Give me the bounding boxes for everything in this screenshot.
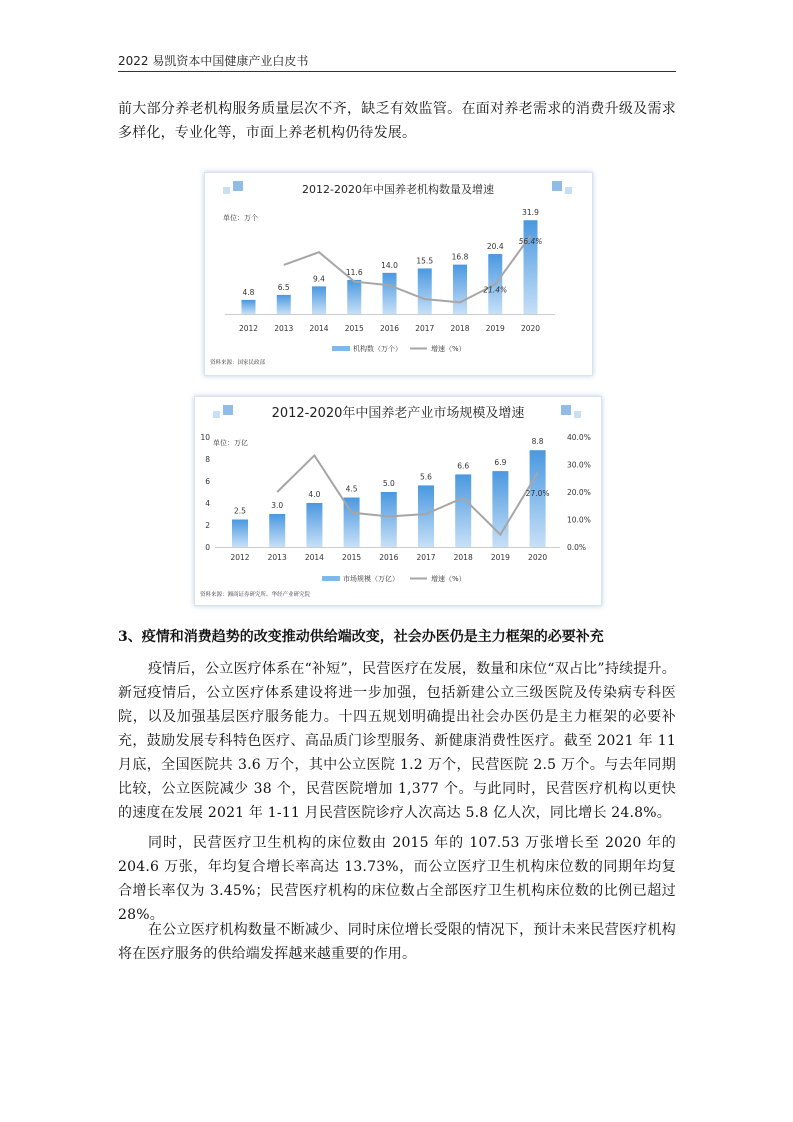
bar-value-label: 4.0 — [308, 490, 321, 499]
bar-value-label: 11.6 — [345, 267, 363, 277]
corner-decoration-icon — [574, 411, 581, 418]
corner-decoration-icon — [223, 405, 233, 415]
x-tick-label: 2013 — [267, 553, 287, 562]
bar-value-label: 4.5 — [345, 484, 358, 494]
x-tick-label: 2018 — [453, 553, 473, 562]
bar-value-label: 4.8 — [242, 287, 255, 297]
corner-decoration-icon — [561, 405, 571, 415]
header-rule — [118, 71, 676, 72]
bar-value-label: 3.0 — [271, 501, 284, 510]
corner-decoration-icon — [233, 181, 243, 191]
x-tick-label: 2014 — [309, 324, 329, 333]
chart-source: 资料来源：湘商证券研究所、华经产业研究院 — [200, 592, 311, 598]
bar — [455, 474, 471, 547]
corner-decoration-icon — [565, 187, 572, 194]
y-right-tick-label: 10.0% — [567, 515, 591, 525]
bar — [232, 520, 248, 548]
growth-value-label: 27.0% — [525, 488, 550, 498]
corner-decoration-icon — [223, 187, 230, 194]
bar — [306, 503, 322, 547]
y-left-tick-label: 8 — [205, 455, 210, 464]
bar — [383, 273, 397, 314]
chart-title: 2012-2020年中国养老产业市场规模及增速 — [271, 406, 525, 421]
legend-line-label: 增速（%） — [431, 345, 466, 353]
bar — [530, 450, 546, 547]
x-tick-label: 2012 — [238, 324, 259, 333]
x-tick-label: 2020 — [520, 324, 541, 333]
legend-bar-label: 市场规模（万亿） — [343, 575, 399, 583]
legend-bar-swatch — [332, 346, 350, 351]
bar-value-label: 16.8 — [451, 252, 469, 262]
y-left-tick-label: 0 — [205, 543, 210, 552]
bar-value-label: 5.0 — [382, 479, 395, 488]
x-tick-label: 2019 — [485, 324, 505, 333]
bar-value-label: 15.5 — [416, 256, 434, 266]
x-tick-label: 2015 — [342, 553, 362, 562]
bar-value-label: 6.9 — [494, 458, 507, 468]
y-right-tick-label: 30.0% — [567, 460, 591, 470]
bar — [524, 220, 538, 314]
body-paragraph-1: 疫情后，公立医疗体系在“补短”，民营医疗在发展，数量和床位“双占比”持续提升。新冠疫情后，公立医疗体系建设将进一步加强，包括新建公立三级医院及传染病专科医院，以及加强基层医疗服务能力。十四五规划明确提出社会办医仍是主力框架的必要补充，鼓励发展专科特色医疗、高品质门诊型服务、新健康消费性医疗。截至 2021 年 11 月底，全国医院共 3.6 万个，其中公立医院 1.2 万个，民营医院 2.5 万个。与去年同期比较，公立医院减少 38 个，民营医院增加 1,377 个。与此同时，民营医疗机构以更快的速度在发展 2021 年 1-11 月民营医院诊疗人次高达 5.8 亿人次，同比增长 24.8%。 — [118, 661, 676, 821]
bar-value-label: 6.6 — [457, 461, 470, 471]
body-paragraph-3: 在公立医疗机构数量不断减少、同时床位增长受限的情况下，预计未来民营医疗机构将在医疗服务的供给端发挥越来越重要的作用。 — [118, 922, 676, 962]
y-right-tick-label: 40.0% — [567, 433, 591, 442]
bar-value-label: 6.5 — [277, 282, 290, 292]
x-tick-label: 2017 — [416, 553, 436, 562]
chart-title: 2012-2020年中国养老机构数量及增速 — [302, 183, 494, 196]
chart-unit-label: 单位：万亿 — [213, 439, 248, 447]
y-left-tick-label: 4 — [205, 499, 210, 508]
bar — [312, 286, 326, 314]
x-tick-label: 2017 — [415, 324, 435, 333]
chart-card-institutions — [204, 172, 593, 376]
growth-value-label: 56.4% — [518, 236, 543, 246]
x-tick-label: 2020 — [528, 553, 548, 562]
bar-value-label: 31.9 — [522, 208, 539, 218]
growth-value-label: 21.4% — [483, 285, 508, 295]
y-left-tick-label: 10 — [200, 433, 210, 442]
chart-institutions — [205, 173, 592, 375]
chart-source: 资料来源：国家民政部 — [210, 360, 266, 366]
bar — [418, 268, 432, 314]
bar-value-label: 20.4 — [486, 242, 504, 252]
bar — [347, 280, 361, 314]
x-tick-label: 2016 — [379, 324, 400, 333]
bar-value-label: 8.8 — [531, 437, 544, 447]
bar — [381, 492, 397, 547]
chart-card-market — [194, 396, 602, 606]
chart-unit-label: 单位：万个 — [223, 214, 258, 222]
x-tick-label: 2016 — [379, 553, 399, 562]
x-tick-label: 2013 — [274, 324, 294, 333]
x-tick-label: 2012 — [230, 553, 250, 562]
bar — [453, 265, 467, 314]
bar-value-label: 5.6 — [420, 472, 432, 482]
x-tick-label: 2015 — [344, 324, 364, 333]
bar — [242, 300, 256, 314]
y-right-tick-label: 0.0% — [567, 543, 587, 552]
bar — [277, 295, 291, 314]
intro-paragraph: 前大部分养老机构服务质量层次不齐，缺乏有效监管。在面对养老需求的消费升级及需求多样化，专业化等，市面上养老机构仍待发展。 — [118, 101, 676, 141]
x-tick-label: 2019 — [490, 553, 510, 562]
corner-decoration-icon — [552, 181, 562, 191]
legend-bar-swatch — [322, 576, 340, 581]
y-left-tick-label: 6 — [205, 477, 210, 486]
bar — [269, 514, 285, 547]
bar-value-label: 9.4 — [313, 274, 325, 284]
page-header: 2022 易凯资本中国健康产业白皮书 — [118, 54, 309, 68]
bar-value-label: 14.0 — [381, 260, 398, 270]
bar — [418, 485, 434, 547]
legend-line-label: 增速（%） — [431, 575, 466, 583]
legend-bar-label: 机构数（万个） — [353, 345, 402, 353]
body-paragraph-2: 同时，民营医疗卫生机构的床位数由 2015 年的 107.53 万张增长至 2020 年的 204.6 万张，年均复合增长率高达 13.73%，而公立医疗卫生机构床位数的同期年均复合增长率仅为 3.45%；民营医疗机构的床位数占全部医疗卫生机构床位数的比例已超过 28%。 — [118, 835, 676, 923]
x-tick-label: 2014 — [304, 553, 324, 562]
y-left-tick-label: 2 — [205, 521, 210, 530]
section-heading: 3、疫情和消费趋势的改变推动供给端改变，社会办医仍是主力框架的必要补充 — [118, 629, 604, 645]
x-tick-label: 2018 — [450, 324, 470, 333]
chart-market-size — [195, 397, 601, 605]
y-right-tick-label: 20.0% — [567, 488, 591, 497]
corner-decoration-icon — [213, 411, 220, 418]
bar-value-label: 2.5 — [234, 506, 246, 516]
